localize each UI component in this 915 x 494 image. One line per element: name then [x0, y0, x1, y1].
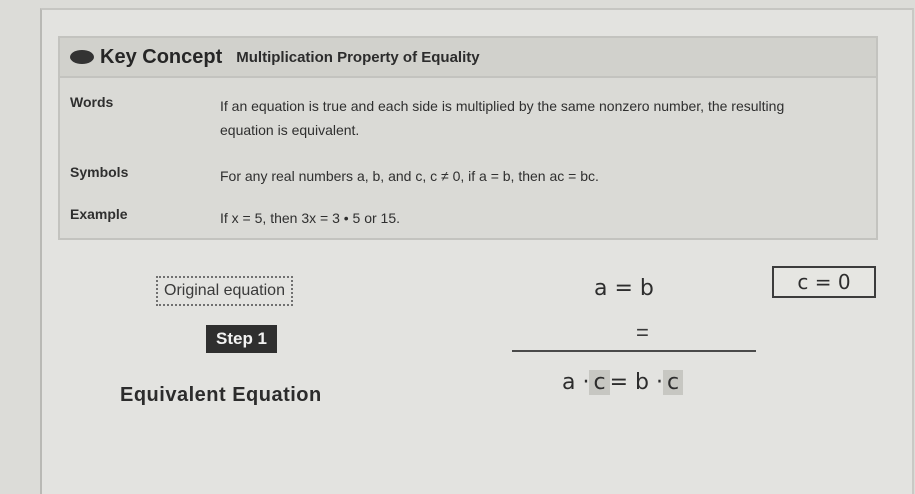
result-c-right[interactable]: c: [663, 370, 683, 395]
fraction-line: [512, 350, 756, 352]
bullet-icon: [70, 50, 94, 64]
key-concept-header: [60, 38, 876, 78]
original-equation-label: Original equation: [156, 276, 293, 306]
equivalent-equation-label: Equivalent Equation: [120, 384, 322, 406]
key-concept-subtitle: Multiplication Property of Equality: [236, 48, 480, 66]
step-badge: Step 1: [206, 325, 277, 353]
equals-sign: =: [636, 320, 649, 345]
row-label-example: Example: [70, 206, 128, 222]
row-label-symbols: Symbols: [70, 164, 129, 180]
equivalent-equation: [562, 370, 683, 395]
row-text-words: If an equation is true and each side is multiplied by the same nonzero number, the resulting equation is equivalent.: [220, 98, 785, 138]
row-label-words: Words: [70, 94, 114, 110]
result-c-left[interactable]: c: [589, 370, 609, 395]
key-concept-title: Key Concept: [100, 45, 223, 68]
row-text-symbols: For any real numbers a, b, and c, c ≠ 0, if a = b, then ac = bc.: [220, 168, 599, 184]
result-middle: = b ·: [609, 370, 663, 395]
original-equation: a = b: [594, 276, 654, 301]
key-concept-box: [58, 36, 878, 240]
condition-box[interactable]: c = 0: [772, 266, 876, 298]
result-left: a ·: [562, 370, 590, 395]
row-text-example: If x = 5, then 3x = 3 • 5 or 15.: [220, 210, 401, 226]
